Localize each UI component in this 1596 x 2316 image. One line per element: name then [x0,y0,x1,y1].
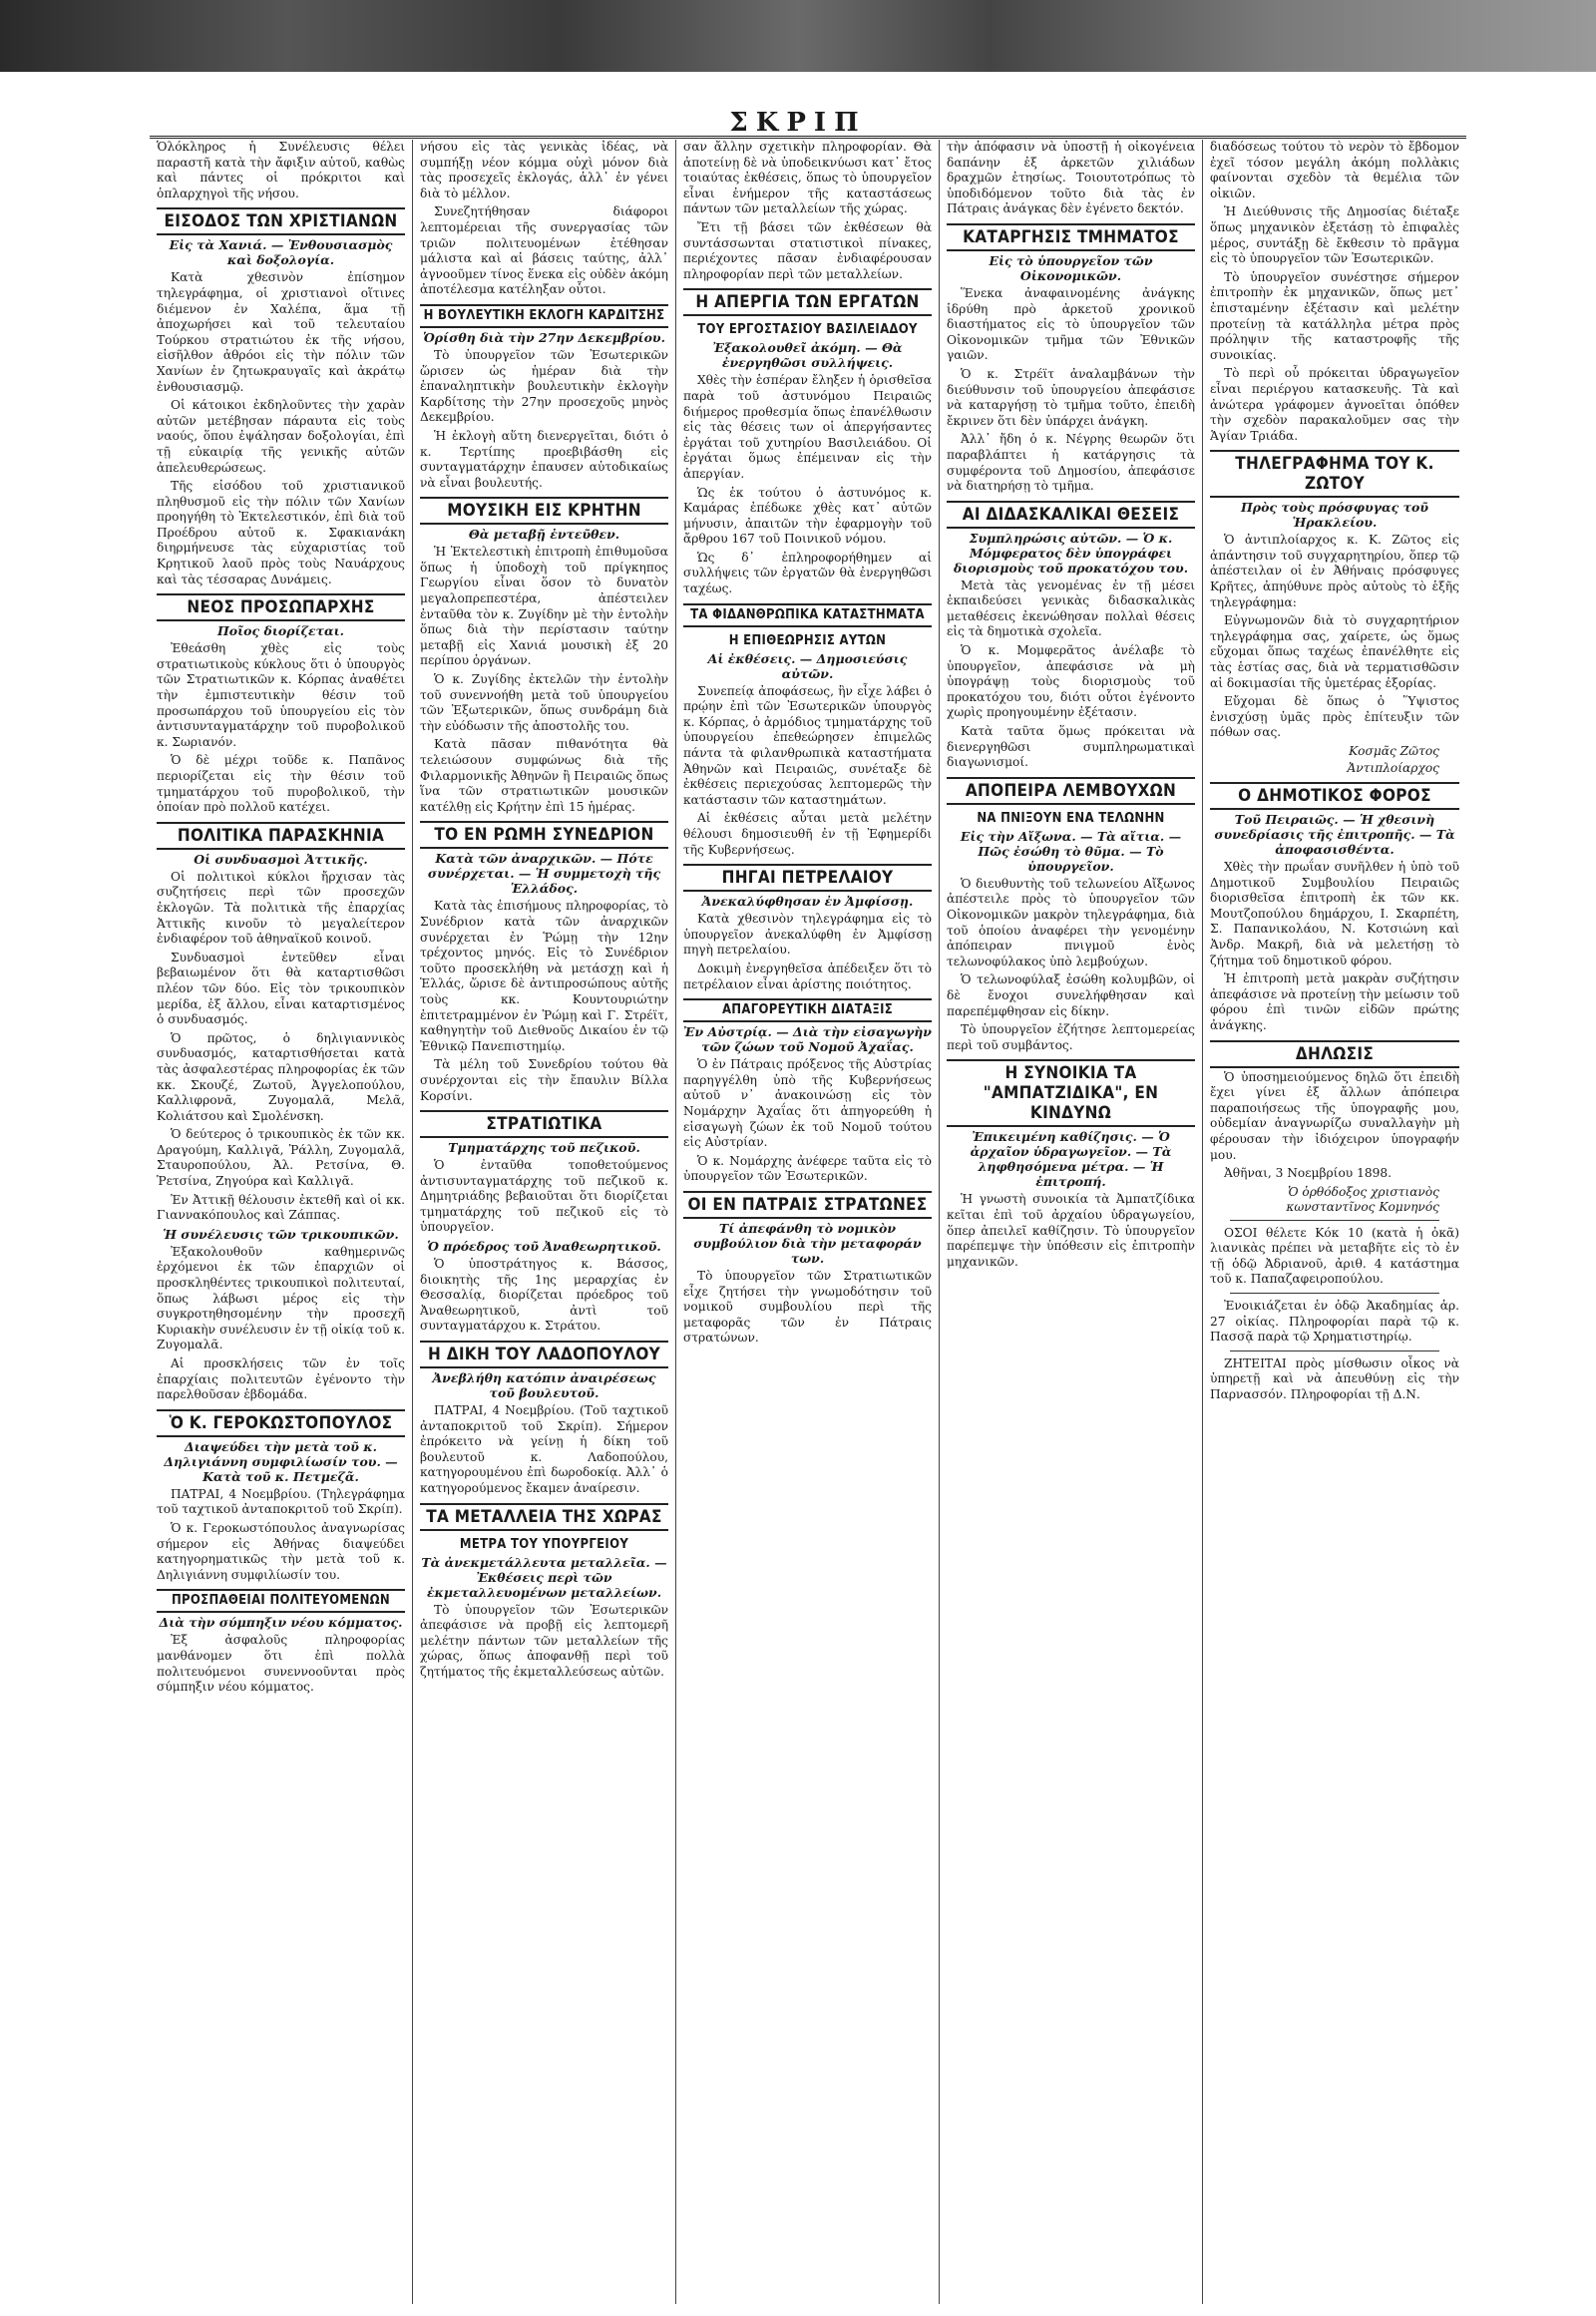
subheadline: Εἰς τὸ ὑπουργεῖον τῶν Οἰκονομικῶν. [989,252,1153,283]
headline: ΔΗΛΩΣΙΣ [1210,1040,1459,1068]
paragraph: Συνεπείᾳ ἀποφάσεως, ἣν εἶχε λάβει ὁ πρῴην ἐπὶ τῶν Ἐσωτερικῶν ὑπουργὸς κ. Κόρπας, ὁ ἀρμόδιος τμηματάρχης τοῦ ὑπουργείου ἐπεθεώρησεν ἐπιμελῶς πάντα τὰ φιλανθρωπικὰ καταστήματα Ἀθηνῶν καὶ Πειραιῶς, συνέταξε δὲ ἐκθέσεις περιεχούσας λεπτομερῶς τὴν κατάστασιν τῶν καταστημάτων. [683,683,932,807]
paragraph: Κατὰ χθεσινὸν τηλεγράφημα εἰς τὸ ὑπουργεῖον ἀνεκαλύφθη ἐν Ἀμφίσσῃ πηγὴ πετρελαίου. [683,912,932,958]
headline: ΠΡΟΣΠΑΘΕΙΑΙ ΠΟΛΙΤΕΥΟΜΕΝΩΝ [157,1589,405,1613]
headline: Ο ΔΗΜΟΤΙΚΟΣ ΦΟΡΟΣ [1210,782,1459,810]
paragraph: Συνεζητήθησαν διάφοροι λεπτομέρειαι τῆς συνεργασίας τῶν τριῶν πολιτευομένων ἐτέθησαν μάλιστα καὶ αἱ βάσεις ταύτης, ἀλλ᾽ ἀγνοοῦμεν τίνος ἕνεκα εἰς οὐδὲν ἀκόμη ἀποτέλεσμα κατέληξαν οὗτοι. [420,204,668,297]
signature: Κοσμᾶς Ζῶτος [1349,744,1439,758]
paragraph: Ὁ πρῶτος, ὁ δηλιγιαννικὸς συνδυασμός, καταρτισθήσεται κατὰ τὰς ἀσφαλεστέρας πληροφορίας ἐκ τῶν κκ. Σκουζέ, Ζωτοῦ, Ἀγγελοπούλου, Καλλιφρονᾶ, Ζυγομαλᾶ, Μελᾶ, Κολιάτσου καὶ Σμολένσκη. [157,1030,405,1123]
paragraph: Ἐν Ἀττικῇ θέλουσιν ἐκτεθῆ καὶ οἱ κκ. Γιαννακόπουλος καὶ Ζάππας. [157,1192,405,1223]
paragraph: Τὸ ὑπουργεῖον τῶν Στρατιωτικῶν εἶχε ζητήσει τὴν γνωμοδότησιν τοῦ νομικοῦ συμβουλίου περὶ τῆς μεταφορᾶς τῶν ἐν Πάτραις στρατώνων. [683,1268,932,1346]
paragraph: Εὔχομαι δὲ ὅπως ὁ Ὕψιστος ἐνισχύσῃ ὑμᾶς πρὸς ἐπίτευξιν τῶν πόθων σας. [1210,694,1459,740]
masthead-title: ΣΚΡΙΠ [729,108,867,138]
subheadline: Ἐπικειμένη καθίζησις. — Ὁ ἀρχαῖον ὑδραγωγεῖον. — Τὰ ληφθησόμενα μέτρα. — Ἡ ἐπιτροπή. [970,1129,1172,1190]
dateline: Ἀθῆναι, 3 Νοεμβρίου 1898. [1224,1166,1392,1181]
headline: ΕΙΣΟΔΟΣ ΤΩΝ ΧΡΙΣΤΙΑΝΩΝ [157,207,405,235]
subheadline: Ἐν Αὐστρίᾳ. — Διὰ τὴν εἰσαγωγὴν τῶν ζώων τοῦ Νομοῦ Ἀχαΐας. [683,1024,932,1055]
paragraph: Οἱ πολιτικοὶ κύκλοι ἤρχισαν τὰς συζητήσεις περὶ τῶν προσεχῶν ἐκλογῶν. Τὰ πολιτικὰ τῆς ἐπαρχίας Ἀττικῆς κινοῦν τὸ μεγαλείτερον ἐνδιαφέρον τοῦ ἀθηναϊκοῦ κοινοῦ. [157,869,405,947]
paragraph: Ὁ κ. Μομφερᾶτος ἀνέλαβε τὸ ὑπουργεῖον, ἀπεφάσισε νὰ μὴ ὑπογράψῃ τοὺς διορισμοὺς τοῦ προκατόχου του, διότι οὗτοι ἐγένοντο χωρὶς προηγουμένην ἐξέτασιν. [947,643,1195,720]
headline-deck: ΤΟΥ ΕΡΓΟΣΤΑΣΙΟΥ ΒΑΣΙΛΕΙΑΔΟΥ [697,322,918,338]
subheadline: Ἀνεβλήθη κατόπιν ἀναιρέσεως τοῦ βουλευτοῦ. [432,1370,656,1401]
paragraph: Ἡ Ἐκτελεστικὴ ἐπιτροπὴ ἐπιθυμοῦσα ὅπως ἡ ὑποδοχὴ τοῦ πρίγκηπος Γεωργίου εἶναι ὅσον τὸ δυνατὸν μεγαλοπρεπεστέρα, ἀπέστειλεν ἐνταῦθα τὸν κ. Ζυγίδην μὲ τὴν ἐντολὴν ὅπως διὰ τὴν περίστασιν ταύτην μεταβῇ εἰς Χανιά μουσικὴ ἐξ 20 περίπου ὀργάνων. [420,545,668,668]
paragraph: Ὁ κ. Γεροκωστόπουλος ἀναγνωρίσας σήμερον εἰς Ἀθήνας διαψεύδει κατηγορηματικῶς τὴν μετὰ τοῦ κ. Δηλιγιάννη συμφιλίωσίν του. [157,1520,405,1582]
paragraph: Ἡ ἐπιτροπὴ μετὰ μακρὰν συζήτησιν ἀπεφάσισε νὰ προτείνῃ τὴν μείωσιν τοῦ φόρου ἐπὶ τινῶν εἰδῶν πρώτης ἀνάγκης. [1210,971,1459,1032]
classified-ad: ΟΣΟΙ θέλετε Κόκ 10 (κατὰ ἡ ὀκᾶ) λιανικὰς πρέπει νὰ μεταβῆτε εἰς τὸ ἐν τῇ ὁδῷ Ἀδριανοῦ, ἀριθ. 4 κατάστημα τοῦ κ. Παπαζαφειροπούλου. [1210,1225,1459,1287]
subheadline: Διὰ τὴν σύμπηξιν νέου κόμματος. [159,1615,403,1631]
classified-ad: ΖΗΤΕΙΤΑΙ πρὸς μίσθωσιν οἶκος νὰ ὑπηρετῇ καὶ νὰ ἀπευθύνῃ εἰς τὴν Παρνασσόν. Πληροφορίαι τῇ Δ.Ν. [1210,1355,1459,1402]
subheadline: Οἱ συνδυασμοὶ Ἀττικῆς. [194,851,368,867]
paragraph: Ἀλλ᾽ ἤδη ὁ κ. Νέγρης θεωρῶν ὅτι παραβλάπτει ἡ κατάργησις τὰ συμφέροντα τοῦ Δημοσίου, ἀπεφάσισε νὰ διατηρήσῃ τὸ τμῆμα. [947,432,1195,494]
subheadline: Διαψεύδει τὴν μετὰ τοῦ κ. Δηλιγιάννη συμφιλίωσίν του. — Κατὰ τοῦ κ. Πετμεζᾶ. [164,1438,398,1484]
paragraph: Τὰ μέλη τοῦ Συνεδρίου τούτου θὰ συνέρχονται εἰς τὴν ἔπαυλιν Βίλλα Κορσίνι. [420,1057,668,1103]
headline: Ὁ Κ. ΓΕΡΟΚΩΣΤΟΠΟΥΛΟΣ [157,1409,405,1437]
paragraph: Ὁ δεύτερος ὁ τρικουπικὸς ἐκ τῶν κκ. Δραγούμη, Καλλιγᾶ, Ῥάλλη, Ζυγομαλᾶ, Σταυροπούλου, Ἀλ. Ρετσίνα, Θ. Ῥετσίνα, Ζηγούρα καὶ Καλλιγᾶ. [157,1127,405,1189]
headline: ΑΠΑΓΟΡΕΥΤΙΚΗ ΔΙΑΤΑΞΙΣ [683,998,932,1022]
headline: ΤΑ ΜΕΤΑΛΛΕΙΑ ΤΗΣ ΧΩΡΑΣ [420,1503,668,1531]
paragraph: Ἐξακολουθοῦν καθημερινῶς ἐρχόμενοι ἐκ τῶν ἐπαρχιῶν οἱ προσκληθέντες τρικουπικοὶ πολιτευταί, ὅπως λάβωσι μέρος εἰς τὴν συγκροτηθησομένην τὴν προσεχῆ Κυριακὴν συνέλευσιν ἐν τῇ οἰκίᾳ τοῦ κ. Ζυγομαλᾶ. [157,1244,405,1352]
subheadline: Αἱ ἐκθέσεις. — Δημοσιεύσις αὐτῶν. [707,650,908,681]
paragraph: Ὁ τελωνοφύλαξ ἐσώθη κολυμβῶν, οἱ δὲ ἔνοχοι συνελήφθησαν καὶ παρεπέμφθησαν εἰς δίκην. [947,972,1195,1018]
paragraph: Ὡς ἐκ τούτου ὁ ἀστυνόμος κ. Καμάρας ἐπέδωκε χθὲς κατ᾽ αὐτῶν μήνυσιν, ἀπαιτῶν τὴν ἐφαρμογὴν τοῦ ἄρθρου 167 τοῦ Ποινικοῦ νόμου. [683,485,932,547]
column-4 [940,140,1203,2304]
divider [1230,1220,1439,1221]
column-3 [676,140,940,2304]
paragraph: διαδόσεως τούτου τὸ νερὸν τὸ ἔβδομον ἐχεῖ τόσον μεγάλη ἀκόμη πολλὰκις φαίνονται σχεδὸν τὰ θεμέλια τῶν οἰκιῶν. [1210,140,1459,200]
paragraph: Ἡ Διεύθυνσις τῆς Δημοσίας διέταξε ὅπως μηχανικὸν ἐξετάσῃ τὸ ἐπιφαλὲς μέρος, συντάξῃ δὲ ἔκθεσιν τὸ πρᾶγμα εἰς τὸ ὑπουργεῖον τῶν Ἐσωτερικῶν. [1210,204,1459,266]
subheadline: Ἐξακολουθεῖ ἀκόμη. — Θὰ ἐνεργηθῶσι συλλήψεις. [712,340,903,371]
paragraph: Συνδυασμοὶ ἐντεῦθεν εἶναι βεβαιωμένον ὅτι θὰ καταρτισθῶσι πλέον τῶν δύο. Εἰς τὸν τρικουπικὸν μερίδα, ἐξ ἄλλου, εἶναι καταρτισμένος ὁ συνδυασμός. [157,950,405,1027]
headline-deck: Η ΕΠΙΘΕΩΡΗΣΙΣ ΑΥΤΩΝ [728,632,887,648]
paragraph: Κατὰ ταῦτα ὅμως πρόκειται νὰ διενεργηθῶσι συμπληρωματικαὶ διαγωνισμοί. [947,724,1195,770]
column-2 [413,140,676,2304]
paragraph: ΠΑΤΡΑΙ, 4 Νοεμβρίου. (Τοῦ ταχτικοῦ ἀνταποκριτοῦ τοῦ Σκρίπ). Σήμερον ἐπρόκειτο νὰ γείνῃ ἡ δίκη τοῦ βουλευτοῦ κ. Λαδοπούλου, κατηγορουμένου ἐπὶ δωροδοκίᾳ. Ἀλλ᾽ ὁ κατηγορούμενος ἔκαμεν ἀναίρεσιν. [420,1403,668,1495]
headline: Η ΑΠΕΡΓΙΑ ΤΩΝ ΕΡΓΑΤΩΝ [683,288,932,316]
signature: Ὁ ὀρθόδοξος χριστιανὸς κωνσταντῖνος Κομνηνός [1286,1184,1439,1214]
paragraph: Τῆς εἰσόδου τοῦ χριστιανικοῦ πληθυσμοῦ εἰς τὴν πόλιν τῶν Χανίων προηγήθη τὸ Ἐκτελεστικόν, ἐπὶ διὰ τοῦ Προέδρου αὐτοῦ κ. Σφακιανάκη διηρμήνευσε τὰς εὐχαριστίας τοῦ Κρητικοῦ λαοῦ πρὸς τοὺς Ναυάρχους καὶ τὰς τέσσαρας Δυνάμεις. [157,479,405,586]
headline: ΟΙ ΕΝ ΠΑΤΡΑΙΣ ΣΤΡΑΤΩΝΕΣ [683,1191,932,1219]
paragraph: Οἱ κάτοικοι ἐκδηλοῦντες τὴν χαρὰν αὐτῶν μετέβησαν πάραυτα εἰς τοὺς ναούς, ὅπου ἐψάλησαν δοξολογίαι, ἐπὶ τῇ εὐκαιρίᾳ τῆς γενικῆς αὐτῶν ἀπελευθερώσεως. [157,398,405,475]
headline: ΚΑΤΑΡΓΗΣΙΣ ΤΜΗΜΑΤΟΣ [947,223,1195,251]
paragraph: τὴν ἀπόφασιν νὰ ὑποστῇ ἡ οἰκογένεια δαπάνην ἐξ ἀρκετῶν χιλιάδων δραχμῶν ἐτησίως. Τοιουτοτρόπως τὸ ὑποδιδόμενον τοῦτο διὰ τὰς ἐν Πάτραις ἀνάγκας δὲν ἐγένετο δεκτόν. [947,140,1195,216]
headline: ΑΠΟΠΕΙΡΑ ΛΕΜΒΟΥΧΩΝ [947,777,1195,805]
paragraph: Τὸ ὑπουργεῖον συνέστησε σήμερον ἐπιτροπὴν ἐκ μηχανικῶν, ὅπως μετ᾽ ἐπισταμένην ἐξέτασιν καὶ μελέτην προτείνῃ τὰ κατάλληλα μέτρα πρὸς πρόληψιν τῆς καταστροφῆς τῆς συνοικίας. [1210,269,1459,362]
paragraph: Ὡς δ᾽ ἐπληροφορήθημεν αἱ συλλήψεις τῶν ἐργατῶν θὰ ἐνεργηθῶσι ταχέως. [683,550,932,596]
headline: Η ΣΥΝΟΙΚΙΑ ΤΑ "ΑΜΠΑΤΖΙΔΙΚΑ", ΕΝ ΚΙΝΔΥΝΩ [947,1059,1195,1127]
classified-ad: Ἐνοικιάζεται ἐν ὁδῷ Ἀκαδημίας ἀρ. 27 οἰκίας. Πληροφορίαι παρὰ τῷ κ. Πασσᾷ παρὰ τῷ Χρηματιστηρίῳ. [1210,1299,1459,1345]
paragraph: Ὁλόκληρος ἡ Συνέλευσις θέλει παραστῆ κατὰ τὴν ἄφιξιν αὐτοῦ, καθὼς καὶ πάντες οἱ πρόκριτοι καὶ ὁπλαρχηγοὶ τῆς νήσου. [157,140,405,200]
paragraph: σαν ἄλλην σχετικὴν πληροφορίαν. Θὰ ἀποτείνῃ δὲ νὰ ὑποδεικνύωσι κατ᾽ ἔτος τοιαύτας ἐκθέσεις, ὅπως τὸ ὑπουργεῖον εἶναι ἐνήμερον τῆς καταστάσεως πάντων τῶν μεταλλείων τῆς χώρας. [683,140,932,216]
paragraph: Ὁ ἐνταῦθα τοποθετούμενος ἀντισυνταγματάρχης τοῦ πεζικοῦ κ. Δημητριάδης βεβαιοῦται ὅτι διορίζεται τμηματάρχης τοῦ πεζικοῦ εἰς τὸ ὑπουργεῖον. [420,1158,668,1235]
paragraph: Ὁ κ. Νομάρχης ἀνέφερε ταῦτα εἰς τὸ ὑπουργεῖον τῶν Ἐσωτερικῶν. [683,1153,932,1184]
subheadline: Θὰ μεταβῇ ἐντεῦθεν. [468,527,620,543]
paragraph: Ἡ ἐκλογὴ αὕτη διενεργεῖται, διότι ὁ κ. Τερτίπης προεβιβάσθη εἰς συνταγματάρχην ἐπαυσεν αὐτοδικαίως νὰ εἶναι βουλευτής. [420,428,668,490]
paragraph: Ὁ ἀντιπλοίαρχος κ. Κ. Ζῶτος εἰς ἀπάντησιν τοῦ συγχαρητηρίου, ὅπερ τῷ ἀπέστειλαν οἱ ἐν Ἀθήναις πρόσφυγες Κρῆτες, ἀπηύθυνε πρὸς αὐτοὺς τὸ ἑξῆς τηλεγράφημα: [1210,533,1459,609]
signature-title: Ἀντιπλοίαρχος [1347,761,1439,775]
paragraph: Ἕνεκα ἀναφαινομένης ἀνάγκης ἱδρύθη πρὸ ἀρκετοῦ χρονικοῦ διαστήματος εἰς τὸ ὑπουργεῖον τῶν Οἰκονομικῶν τμῆμα τῶν Ἐθνικῶν γαιῶν. [947,285,1195,363]
headline: ΝΕΟΣ ΠΡΟΣΩΠΑΡΧΗΣ [157,593,405,621]
paragraph: Αἱ προσκλήσεις τῶν ἐν τοῖς ἐπαρχίαις πολιτευτῶν ἐγένοντο τὴν παρελθοῦσαν ἑβδομάδα. [157,1356,405,1402]
masthead [0,108,1596,138]
paragraph: Χθὲς τὴν ἑσπέραν ἔληξεν ἡ ὁρισθεῖσα παρὰ τοῦ ἀστυνόμου Πειραιῶς διήμερος προθεσμία ὅπως ἐπανέλθωσιν εἰς τὰς θέσεις των οἱ ἀπεργήσαντες ἐργάται τοῦ χυτηρίου Βασιλειάδου. Οἱ ἐργάται ὅμως ἐπέμειναν εἰς τὴν ἀπεργίαν. [683,373,932,481]
paragraph: ΠΑΤΡΑΙ, 4 Νοεμβρίου. (Τηλεγράφημα τοῦ ταχτικοῦ ἀνταποκριτοῦ τοῦ Σκρίπ). [157,1486,405,1517]
paragraph: Κατὰ τὰς ἐπισήμους πληροφορίας, τὸ Συνέδριον κατὰ τῶν ἀναρχικῶν συνέρχεται ἐν Ῥώμῃ τὴν 12ην τρέχοντος μηνός. Εἰς τὸ Συνέδριον τοῦτο προσεκλήθη νὰ μετάσχῃ καὶ ἡ Ἑλλάς, ὥρισε δὲ ἀντιπροσώπους αὐτῆς τοὺς κκ. Κουντουριώτην ἐπιτετραμμένον ἐν Ῥώμῃ καὶ Γ. Στρέϊτ, καθηγητὴν τοῦ Διεθνοῦς Δικαίου ἐν τῷ Ἐθνικῷ Πανεπιστημίῳ. [420,899,668,1053]
paragraph: Κατὰ χθεσινὸν ἐπίσημον τηλεγράφημα, οἱ χριστιανοὶ οἵτινες διέμενον ἐν Χαλέπα, ἅμα τῇ ἀποχωρήσει καὶ τοῦ τελευταίου Τούρκου στρατιώτου ἐκ τῆς νήσου, εἰσῆλθον ἀθρόοι εἰς τὴν πόλιν τῶν Χανίων ἐν ζητωκραυγαῖς καὶ ἀκράτῳ ἐνθουσιασμῷ. [157,270,405,394]
paragraph: Τὸ ὑπουργεῖον τῶν Ἐσωτερικῶν ἀπεφάσισε νὰ προβῇ εἰς λεπτομερῆ μελέτην πάντων τῶν μεταλλείων τῆς χώρας, ὅπως ἀποφανθῇ περὶ τοῦ ζητήματος τῆς ἐκμεταλλεύσεως αὐτῶν. [420,1602,668,1679]
paragraph: Τὸ ὑπουργεῖον ἐζήτησε λεπτομερείας περὶ τοῦ συμβάντος. [947,1022,1195,1052]
paragraph: Μετὰ τὰς γενομένας ἐν τῇ μέσει ἐκπαιδεύσει γενικὰς διδασκαλικὰς μεταθέσεις ἐκενώθησαν πολλαὶ θέσεις εἰς τὰ δημοτικὰ σχολεῖα. [947,578,1195,639]
paragraph: Αἱ ἐκθέσεις αὗται μετὰ μελέτην θέλουσι δημοσιευθῆ ἐν τῇ Ἐφημερίδι τῆς Κυβερνήσεως. [683,811,932,857]
paragraph: Δοκιμὴ ἐνεργηθεῖσα ἀπέδειξεν ὅτι τὸ πετρέλαιον εἶναι ἀρίστης ποιότητος. [683,961,932,991]
headline: Η ΒΟΥΛΕΥΤΙΚΗ ΕΚΛΟΓΗ ΚΑΡΔΙΤΣΗΣ [420,304,668,328]
paragraph: Ἐξ ἀσφαλοῦς πληροφορίας μανθάνομεν ὅτι ἐπὶ πολλὰ πολιτευόμενοι συνεννοοῦνται πρὸς σύμπηξιν νέου κόμματος. [157,1633,405,1695]
subheadline: Ποῖος διορίζεται. [216,623,344,639]
headline: Η ΔΙΚΗ ΤΟΥ ΛΑΔΟΠΟΥΛΟΥ [420,1341,668,1368]
paragraph: Ὁ ἐν Πάτραις πρόξενος τῆς Αὐστρίας παρηγγέλθη ὑπὸ τῆς Κυβερνήσεως αὐτοῦ ν᾽ ἀνακοινώσῃ εἰς τὸν Νομάρχην Ἀχαΐας ὅτι ἀπηγορεύθη ἡ εἰσαγωγὴ ζώων ἐκ τοῦ Νομοῦ τούτου εἰς Αὐστρίαν. [683,1057,932,1150]
divider [1230,1293,1439,1294]
paragraph: Κατὰ πᾶσαν πιθανότητα θὰ τελειώσουν συμφώνως διὰ τῆς Φιλαρμονικῆς Ἀθηνῶν ἢ Πειραιῶς ὅπως ἵνα τῶν στρατιωτικῶν μουσικῶν κατέλθῃ εἰς Κρήτην ἐπὶ 15 ἡμέρας. [420,737,668,814]
header-rule [150,136,1466,139]
paragraph: νήσου εἰς τὰς γενικὰς ἰδέας, νὰ συμπήξῃ νέον κόμμα οὐχὶ μόνον διὰ τὰς προσεχεῖς ἐκλογάς, ἀλλ᾽ ἐν γένει διὰ τὸ μέλλον. [420,140,668,200]
subheadline: Εἰς τὰ Χανιά. — Ἐνθουσιασμὸς καὶ δοξολογία. [169,237,393,268]
subheadline: Ἀνεκαλύφθησαν ἐν Ἀμφίσσῃ. [701,894,914,910]
subheadline: Τί ἀπεφάνθη τὸ νομικὸν συμβούλιον διὰ τὴν μεταφοράν των. [693,1220,922,1266]
subheadline: Ἡ συνέλευσις τῶν τρικουπικῶν. [163,1226,399,1242]
headline: ΣΤΡΑΤΙΩΤΙΚΑ [420,1110,668,1138]
paragraph: Ἐθεάσθη χθὲς εἰς τοὺς στρατιωτικοὺς κύκλους ὅτι ὁ ὑπουργὸς τῶν Στρατιωτικῶν κ. Κόρπας ἀναθέτει τὴν ἐμπιστευτικὴν θέσιν τοῦ προσωπάρχου τοῦ ὑπουργείου εἰς τὸν ἀντισυνταγματάρχην τοῦ πυροβολικοῦ κ. Σωριανόν. [157,641,405,749]
newspaper-page [150,140,1466,2304]
subheadline: Συμπληρώσις αὐτῶν. — Ὁ κ. Μόμφερατος δὲν ὑπογράφει διορισμοὺς τοῦ προκατόχου του. [953,530,1189,576]
paragraph: Ἡ γνωστὴ συνοικία τὰ Ἀμπατζίδικα κεῖται ἐπὶ τοῦ ἀρχαίου ὑδραγωγείου, ὅπερ ἀπειλεῖ καθίζησιν. Τὸ ὑπουργεῖον παρέπεμψε τὴν ὑπόθεσιν εἰς ἐπιτροπὴν μηχανικῶν. [947,1192,1195,1269]
paragraph: Ὁ κ. Στρέϊτ ἀναλαμβάνων τὴν διεύθυνσιν τοῦ ὑπουργείου ἀπεφάσισε νὰ καταργήσῃ τὸ τμῆμα τοῦτο, ἐπειδὴ ἔκρινεν ὅτι δὲν ὑπάρχει ἀνάγκη. [947,366,1195,428]
paragraph: Ὁ ὑποστράτηγος κ. Βάσσος, διοικητὴς τῆς 1ης μεραρχίας ἐν Θεσσαλίᾳ, διορίζεται πρόεδρος τοῦ Ἀναθεωρητικοῦ, ἀντὶ τοῦ συνταγματάρχου κ. Στράτου. [420,1257,668,1334]
subheadline: Τὰ ἀνεκμετάλλευτα μεταλλεῖα. — Ἐκθέσεις περὶ τῶν ἐκμεταλλευομένων μεταλλείων. [421,1554,667,1600]
headline: ΜΟΥΣΙΚΗ ΕΙΣ ΚΡΗΤΗΝ [420,497,668,525]
paragraph: Ὁ κ. Ζυγίδης ἐκτελῶν τὴν ἐντολὴν τοῦ συνεννοήθη μετὰ τοῦ ὑπουργείου τῶν Ἐξωτερικῶν, ὅπως συνδράμη διὰ τὴν εὐόδωσιν τῆς ἀποστολῆς του. [420,672,668,733]
headline: ΤΗΛΕΓΡΑΦΗΜΑ ΤΟΥ Κ. ΖΩΤΟΥ [1210,450,1459,498]
paragraph: Ἔτι τῇ βάσει τῶν ἐκθέσεων θὰ συντάσσωνται στατιστικοὶ πίνακες, περιέχοντες πᾶσαν ἐνδιαφέρουσαν πληροφορίαν περὶ τῶν μεταλλείων. [683,219,932,281]
headline: ΑΙ ΔΙΔΑΣΚΑΛΙΚΑΙ ΘΕΣΕΙΣ [947,501,1195,529]
subheadline: Ὁ πρόεδρος τοῦ Ἀναθεωρητικοῦ. [427,1239,661,1255]
headline: ΠΗΓΑΙ ΠΕΤΡΕΛΑΙΟΥ [683,864,932,892]
headline: ΠΟΛΙΤΙΚΑ ΠΑΡΑΣΚΗΝΙΑ [157,822,405,850]
subheadline: Κατὰ τῶν ἀναρχικῶν. — Πότε συνέρχεται. — Ἡ συμμετοχὴ τῆς Ἑλλάδος. [427,851,661,897]
paragraph: Ὁ δὲ μέχρι τοῦδε κ. Παπᾶνος περιορίζεται εἰς τὴν θέσιν τοῦ τμηματάρχου τοῦ πυροβολικοῦ, τὴν ὁποίαν πρὸ πολλοῦ κατέχει. [157,753,405,815]
paragraph: Ὁ ὑποσημειούμενος δηλῶ ὅτι ἐπειδὴ ἔχει γίνει ἐξ ἄλλων ἀπόπειρα παραποιήσεως τῆς ὑπογραφῆς μου, οὐδεμίαν ἀναγνωρίζω συναλλαγὴν μὴ φέρουσαν τὴν ἰδιόχειρον ὑπογραφήν μου. [1210,1069,1459,1162]
paragraph: Τὸ περὶ οὗ πρόκειται ὑδραγωγεῖον εἶναι περιέργου κατασκευῆς. Τὰ καὶ ἀνώτερα γράφομεν ἀγνοεῖται ὁπόθεν τὴν σχεδὸν παρακαλοῦμεν σας τὴν Ἁγίαν Τριάδα. [1210,366,1459,443]
paragraph: Τὸ ὑπουργεῖον τῶν Ἐσωτερικῶν ὥρισεν ὡς ἡμέραν διὰ τὴν ἐπαναληπτικὴν βουλευτικὴν ἐκλογὴν Καρδίτσης τὴν 27ην προσεχοῦς μηνὸς Δεκεμβρίου. [420,347,668,425]
subheadline: Ὁρίσθη διὰ τὴν 27ην Δεκεμβρίου. [423,329,665,345]
column-5 [1203,140,1466,2304]
headline-deck: ΝΑ ΠΝΙΞΟΥΝ ΕΝΑ ΤΕΛΩΝΗΝ [977,810,1165,826]
headline: ΤΑ ΦΙΔΑΝΘΡΩΠΙΚΑ ΚΑΤΑΣΤΗΜΑΤΑ [683,603,932,627]
headline: ΤΟ ΕΝ ΡΩΜΗ ΣΥΝΕΔΡΙΟΝ [420,821,668,849]
paragraph: Ὁ διευθυντὴς τοῦ τελωνείου Αἴξωνος ἀπέστειλε πρὸς τὸ ὑπουργεῖον τῶν Οἰκονομικῶν μακρὸν τηλεγράφημα, διὰ τοῦ ὁποίου ἀναφέρει τὴν γενομένην ἀπόπειραν πνιγμοῦ ἑνὸς τελωνοφύλακος ὑπὸ λεμβούχων. [947,876,1195,968]
subheadline: Εἰς τὴν Αἴξωνα. — Τὰ αἴτια. — Πῶς ἐσώθη τὸ θῦμα. — Τὸ ὑπουργεῖον. [960,828,1182,874]
column-1 [150,140,413,2304]
subheadline: Τμηματάρχης τοῦ πεζικοῦ. [448,1140,640,1156]
headline-deck: ΜΕΤΡΑ ΤΟΥ ΥΠΟΥΡΓΕΙΟΥ [459,1536,629,1552]
paragraph: Χθὲς τὴν πρωΐαν συνῆλθεν ἡ ὑπὸ τοῦ Δημοτικοῦ Συμβουλίου Πειραιῶς διορισθεῖσα ἐπιτροπὴ ἐκ τῶν κκ. Μουτζοπούλου δημάρχου, Ι. Σκαρπέτη, Σ. Παπανικολάου, Ν. Κοτσιώνη καὶ Ἀνδρ. Μακρῆ, διὰ νὰ μελετήσῃ τὸ ζήτημα τοῦ δημοτικοῦ φόρου. [1210,860,1459,967]
scan-top-band [0,0,1596,72]
subheadline: Τοῦ Πειραιῶς. — Ἡ χθεσινὴ συνεδρίασις τῆς ἐπιτροπῆς. — Τὰ ἀποφασισθέντα. [1214,812,1455,857]
paragraph: Εὐγνωμονῶν διὰ τὸ συγχαρητήριον τηλεγράφημα σας, χαίρετε, ὡς ὅμως εὔχομαι ὅπως ταχέως ἐπανέλθητε εἰς τὰς ἑστίας σας, διὰ νὰ τερματισθῶσιν αἱ δοκιμασίαι τῆς ὑμετέρας ἐξορίας. [1210,613,1459,690]
subheadline: Πρὸς τοὺς πρόσφυγας τοῦ Ἡρακλείου. [1240,500,1429,531]
